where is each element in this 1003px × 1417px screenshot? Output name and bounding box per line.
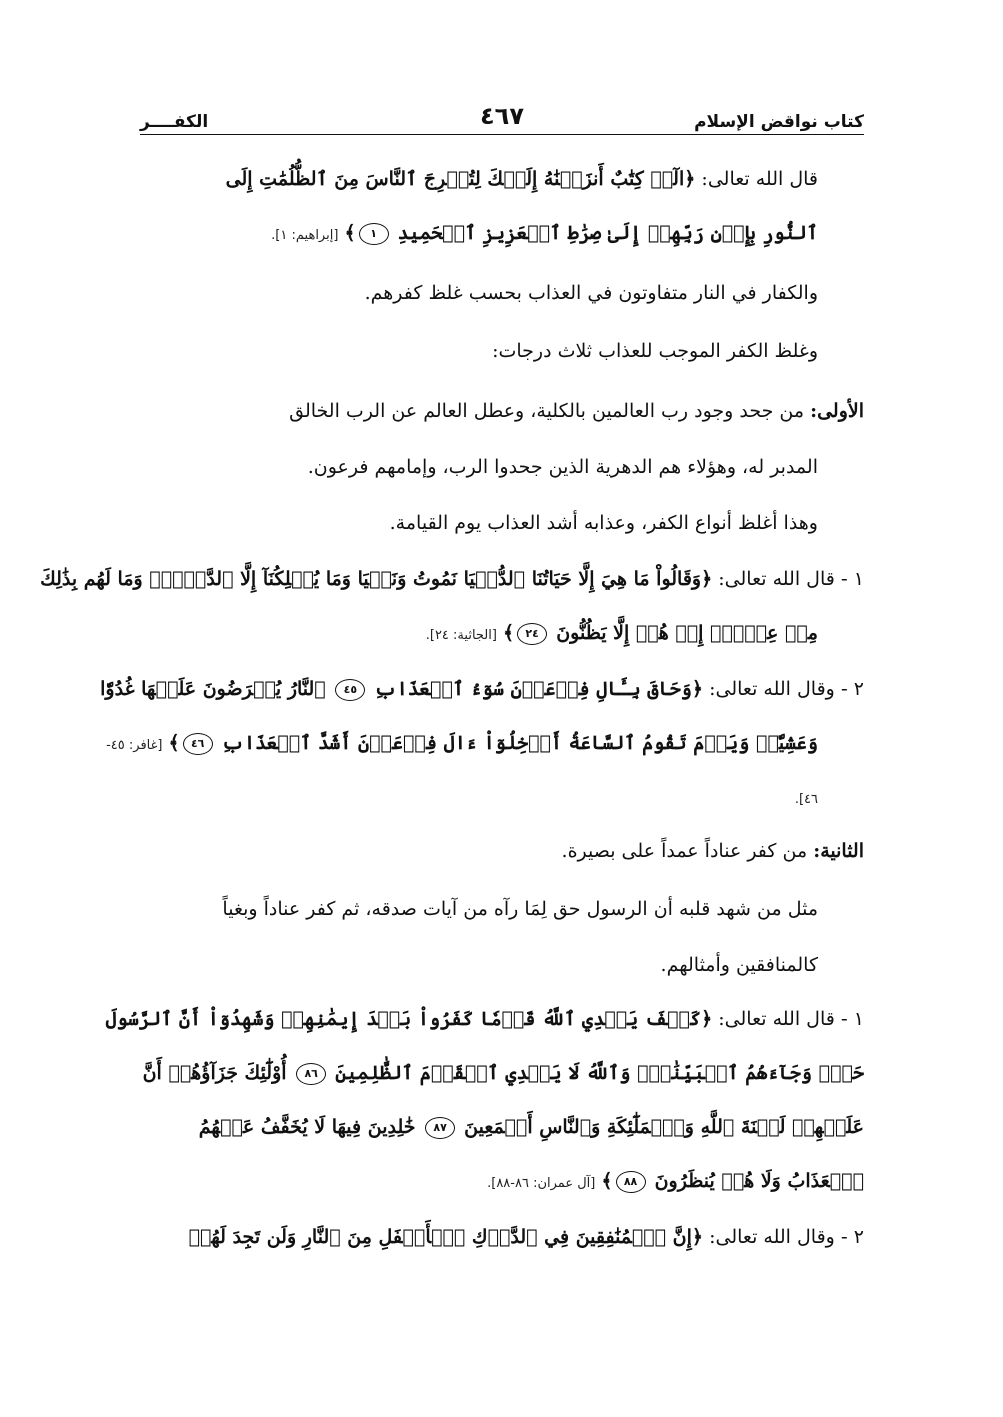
- paragraph-text: من جحد وجود رب العالمين بالكلية، وعطل العالم عن الرب الخالق: [289, 400, 811, 422]
- section-label-second: الثانية:: [813, 840, 864, 862]
- ayah-number-marker: ٤٥: [335, 679, 365, 701]
- list-number: ١ -: [834, 568, 864, 590]
- book-title: كتاب نواقض الإسلام: [694, 112, 864, 132]
- quran-verse-text: حَقّٞ وَجَآءَهُمُ ٱلۡبَيِّنَٰتُۚ وَٱللَّهُ لَا يَهۡدِي ٱلۡقَوۡمَ ٱلظَّٰلِمِينَ: [335, 1062, 864, 1084]
- quran-verse-text: وَعَشِيّٗاۖ وَيَوۡمَ تَقُومُ ٱلسَّاعَةُ أَدۡخِلُوٓاْ ءَالَ فِرۡعَوۡنَ أَشَدَّ ٱلۡعَذَابِ: [221, 732, 818, 754]
- quran-open-bracket: ﴿: [691, 1226, 704, 1248]
- quran-verse-text: وَقَالُواْ مَا هِيَ إِلَّا حَيَاتُنَا ٱلدُّنۡيَا نَمُوتُ وَنَحۡيَا وَمَا يُهۡلِكُنَآ إِلَّا ٱلدَّهۡرُۚ وَمَا لَهُم بِذَٰلِكَ: [40, 568, 702, 590]
- paragraph-text: والكفار في النار متفاوتون في العذاب بحسب غلظ كفرهم.: [364, 282, 818, 304]
- quote-intro: قال الله تعالى:: [712, 1008, 835, 1030]
- paragraph-text: وهذا أغلظ أنواع الكفر، وعذابه أشد العذاب يوم القيامة.: [389, 512, 818, 534]
- quran-open-bracket: ﴿: [701, 568, 713, 590]
- quote-intro: قال الله تعالى:: [695, 168, 818, 190]
- text-line-8: [40, 568, 864, 590]
- quran-verse-text: مِنۡ عِلۡمٍۖ إِنۡ هُمۡ إِلَّا يَظُنُّونَ: [556, 622, 818, 644]
- quran-verse-text: ٱلنُّورِ بِإِذۡنِ رَبِّهِمۡ إِلَىٰ صِرَٰطِ ٱلۡعَزِيزِ ٱلۡحَمِيدِ: [397, 222, 818, 244]
- text-line-11: [106, 732, 864, 755]
- list-number: ٢ -: [834, 678, 864, 700]
- text-line-2: [140, 222, 864, 245]
- text-line-3: [140, 282, 864, 304]
- quran-verse-text: كَيۡفَ يَهۡدِي ٱللَّهُ قَوۡمٗا كَفَرُواْ بَعۡدَ إِيمَٰنِهِمۡ وَشَهِدُوٓاْ أَنَّ ٱلرَّسُولَ: [105, 1008, 702, 1030]
- chapter-title: الكفــــر: [140, 112, 209, 132]
- quran-close-bracket: ﴾: [344, 222, 356, 244]
- page-number: ٤٦٧: [480, 102, 524, 130]
- text-line-17: [140, 1062, 864, 1085]
- quran-verse-text: ٱلنَّارُ يُعۡرَضُونَ عَلَيۡهَا غُدُوّٗا: [100, 678, 333, 700]
- paragraph-text: كالمنافقين وأمثالهم.: [660, 954, 818, 976]
- quran-verse-text: الٓرۚ كِتَٰبٌ أَنزَلۡنَٰهُ إِلَيۡكَ لِتُخۡرِجَ ٱلنَّاسَ مِنَ ٱلظُّلُمَٰتِ إِلَى: [225, 168, 685, 190]
- quran-verse-text: أُوْلَٰٓئِكَ جَزَآؤُهُمۡ أَنَّ: [142, 1062, 294, 1084]
- quran-close-bracket: ﴾: [503, 622, 515, 644]
- text-line-13: [140, 840, 864, 862]
- text-line-19: [140, 1170, 864, 1193]
- section-label-first: الأولى:: [810, 400, 864, 422]
- text-line-14: [140, 898, 864, 920]
- citation-reference: [آل عمران: ٨٦-٨٨].: [487, 1176, 596, 1191]
- quran-open-bracket: ﴿: [701, 1008, 713, 1030]
- quote-intro: وقال الله تعالى:: [703, 1226, 835, 1248]
- ayah-number-marker: ٨٦: [296, 1063, 326, 1085]
- text-line-12: [140, 786, 864, 808]
- text-line-10: [100, 678, 864, 701]
- paragraph-text: مثل من شهد قلبه أن الرسول حق لِمَا رآه من آيات صدقه، ثم كفر عناداً وبغياً: [222, 898, 818, 920]
- ayah-number-marker: ٢٤: [517, 623, 547, 645]
- ayah-number-marker: ١: [359, 223, 389, 245]
- quran-verse-text: عَلَيۡهِمۡ لَعۡنَةَ ٱللَّهِ وَٱلۡمَلَٰٓئِكَةِ وَٱلنَّاسِ أَجۡمَعِينَ: [464, 1116, 864, 1138]
- quote-intro: وقال الله تعالى:: [703, 678, 835, 700]
- list-number: ١ -: [834, 1008, 864, 1030]
- quran-verse-text: وَحَاقَ بِـَٔالِ فِرۡعَوۡنَ سُوٓءُ ٱلۡعَذَابِ: [374, 678, 692, 700]
- quran-verse-text: خَٰلِدِينَ فِيهَا لَا يُخَفَّفُ عَنۡهُمُ: [198, 1116, 423, 1138]
- citation-reference: [الجاثية: ٢٤].: [425, 628, 497, 643]
- text-line-1: [140, 168, 864, 190]
- text-line-5: [140, 400, 864, 422]
- quran-close-bracket: ﴾: [601, 1170, 613, 1192]
- text-line-15: [140, 954, 864, 976]
- citation-reference: ٤٦].: [794, 792, 818, 807]
- quran-verse-text: إِنَّ ٱلۡمُنَٰفِقِينَ فِي ٱلدَّرۡكِ ٱلۡأَسۡفَلِ مِنَ ٱلنَّارِ وَلَن تَجِدَ لَهُمۡ: [188, 1226, 692, 1248]
- quran-close-bracket: ﴾: [168, 732, 180, 754]
- quran-verse-text: ٱلۡعَذَابُ وَلَا هُمۡ يُنظَرُونَ: [654, 1170, 864, 1192]
- paragraph-text: المدبر له، وهؤلاء هم الدهرية الذين جحدوا الرب، وإمامهم فرعون.: [307, 456, 818, 478]
- paragraph-text: من كفر عناداً عمداً على بصيرة.: [561, 840, 814, 862]
- text-line-7: [140, 512, 864, 534]
- paragraph-text: وغلظ الكفر الموجب للعذاب ثلاث درجات:: [492, 340, 818, 362]
- ayah-number-marker: ٨٨: [616, 1171, 646, 1193]
- text-line-4: [140, 340, 864, 362]
- quote-intro: قال الله تعالى:: [712, 568, 835, 590]
- citation-reference: [غافر: ٤٥-: [106, 738, 163, 753]
- ayah-number-marker: ٤٦: [183, 733, 213, 755]
- text-line-20: [140, 1226, 864, 1248]
- list-number: ٢ -: [834, 1226, 864, 1248]
- running-header: [140, 96, 864, 132]
- text-line-6: [140, 456, 864, 478]
- header-divider: [140, 134, 864, 135]
- citation-reference: [إبراهيم: ١].: [271, 228, 339, 243]
- quran-open-bracket: ﴿: [691, 678, 704, 700]
- document-page: [40, 0, 864, 1417]
- ayah-number-marker: ٨٧: [425, 1117, 455, 1139]
- text-line-16: [105, 1008, 864, 1030]
- text-line-18: [140, 1116, 864, 1139]
- quran-open-bracket: ﴿: [684, 168, 696, 190]
- text-line-9: [140, 622, 864, 645]
